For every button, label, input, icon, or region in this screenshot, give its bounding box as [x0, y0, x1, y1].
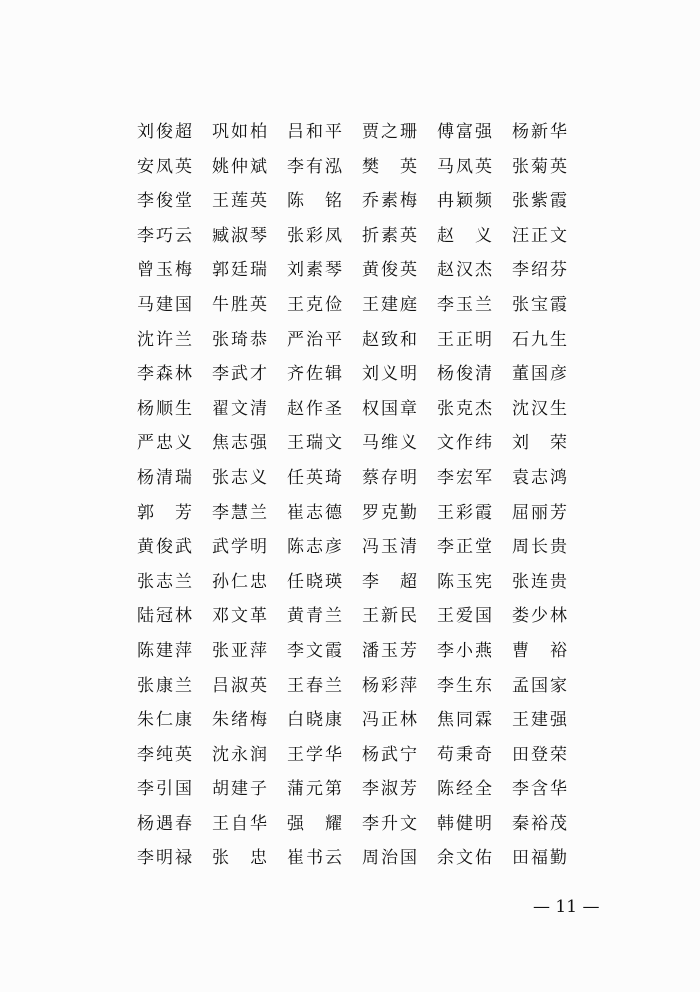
name-entry: 吕 淑 英	[212, 675, 267, 696]
name-entry: 冯 玉 清	[362, 537, 417, 558]
name-entry: 李 纯 英	[137, 744, 192, 765]
name-entry: 贾 之 珊	[362, 122, 417, 142]
name-entry: 屈 丽 芳	[512, 502, 567, 523]
name-entry: 王 克 俭	[287, 294, 342, 315]
name-entry: 李 宏 军	[437, 467, 492, 488]
name-entry: 李 含 华	[512, 779, 567, 800]
name-entry: 周 长 贵	[512, 537, 567, 558]
name-entry: 李 巧 云	[137, 225, 192, 246]
name-entry: 杨 俊 清	[437, 364, 492, 385]
name-entry: 崔 书 云	[287, 848, 342, 869]
name-entry: 乔 素 梅	[362, 191, 417, 212]
name-entry: 张 紫 霞	[512, 191, 567, 212]
name-entry: 黄 俊 英	[362, 260, 417, 281]
name-entry: 李 武 才	[212, 364, 267, 385]
name-entry: 赵 汉 杰	[437, 260, 492, 281]
name-entry: 刘 素 琴	[287, 260, 342, 281]
name-entry: 李 生 东	[437, 675, 492, 696]
name-entry: 安 凤 英	[137, 156, 192, 177]
name-entry: 刘 俊 超	[137, 122, 192, 142]
name-entry: 樊 英	[362, 156, 417, 177]
name-entry: 王 建 强	[512, 710, 567, 731]
name-entry: 姚 仲 斌	[212, 156, 267, 177]
name-entry: 强 耀	[287, 813, 342, 834]
name-entry: 董 国 彦	[512, 364, 567, 385]
name-entry: 赵 作 圣	[287, 398, 342, 419]
name-entry: 杨 新 华	[512, 122, 567, 142]
name-entry: 沈 许 兰	[137, 329, 192, 350]
name-entry: 苟 秉 奇	[437, 744, 492, 765]
name-entry: 赵 义	[437, 225, 492, 246]
name-entry: 曾 玉 梅	[137, 260, 192, 281]
name-entry: 张 忠	[212, 848, 267, 869]
name-entry: 刘 荣	[512, 433, 567, 454]
name-entry: 张 克 杰	[437, 398, 492, 419]
name-entry: 张 彩 凤	[287, 225, 342, 246]
name-entry: 李 玉 兰	[437, 294, 492, 315]
name-entry: 李 森 林	[137, 364, 192, 385]
name-entry: 马 建 国	[137, 294, 192, 315]
name-entry: 张 亚 萍	[212, 640, 267, 661]
name-entry: 李 升 文	[362, 813, 417, 834]
name-entry: 张 志 兰	[137, 571, 192, 592]
page-number: — 11 —	[533, 897, 600, 917]
name-entry: 杨 清 瑞	[137, 467, 192, 488]
name-entry: 黄 俊 武	[137, 537, 192, 558]
name-entry: 陈 铭	[287, 191, 342, 212]
name-entry: 王 新 民	[362, 606, 417, 627]
name-entry: 胡 建 子	[212, 779, 267, 800]
name-entry: 李 俊 堂	[137, 191, 192, 212]
name-entry: 牛 胜 英	[212, 294, 267, 315]
name-entry: 赵 致 和	[362, 329, 417, 350]
name-entry: 郭 芳	[137, 502, 192, 523]
name-entry: 文 作 纬	[437, 433, 492, 454]
name-entry: 田 福 勤	[512, 848, 567, 869]
name-entry: 张 连 贵	[512, 571, 567, 592]
name-entry: 陈 玉 宪	[437, 571, 492, 592]
name-entry: 李 淑 芳	[362, 779, 417, 800]
name-entry: 冯 正 林	[362, 710, 417, 731]
name-entry: 余 文 佑	[437, 848, 492, 869]
name-entry: 沈 永 润	[212, 744, 267, 765]
name-entry: 李 引 国	[137, 779, 192, 800]
name-entry: 张 琦 恭	[212, 329, 267, 350]
name-entry: 王 莲 英	[212, 191, 267, 212]
name-entry: 汪 正 文	[512, 225, 567, 246]
name-entry: 韩 健 明	[437, 813, 492, 834]
name-entry: 石 九 生	[512, 329, 567, 350]
name-entry: 李 正 堂	[437, 537, 492, 558]
name-entry: 齐 佐 辑	[287, 364, 342, 385]
name-entry: 李 有 泓	[287, 156, 342, 177]
name-entry: 杨 彩 萍	[362, 675, 417, 696]
name-entry: 王 爱 国	[437, 606, 492, 627]
name-entry: 王 学 华	[287, 744, 342, 765]
name-entry: 陆 冠 林	[137, 606, 192, 627]
name-entry: 王 彩 霞	[437, 502, 492, 523]
name-entry: 焦 同 霖	[437, 710, 492, 731]
name-entry: 杨 武 宁	[362, 744, 417, 765]
name-entry: 严 忠 义	[137, 433, 192, 454]
name-entry: 陈 志 彦	[287, 537, 342, 558]
name-entry: 李 绍 芬	[512, 260, 567, 281]
name-entry: 秦 裕 茂	[512, 813, 567, 834]
name-entry: 白 晓 康	[287, 710, 342, 731]
name-entry: 任 英 琦	[287, 467, 342, 488]
name-entry: 黄 青 兰	[287, 606, 342, 627]
name-entry: 曹 裕	[512, 640, 567, 661]
name-entry: 杨 顺 生	[137, 398, 192, 419]
name-entry: 朱 绪 梅	[212, 710, 267, 731]
name-entry: 邓 文 革	[212, 606, 267, 627]
name-entry: 沈 汉 生	[512, 398, 567, 419]
name-entry: 刘 义 明	[362, 364, 417, 385]
name-list	[137, 117, 577, 878]
name-entry: 杨 遇 春	[137, 813, 192, 834]
name-entry: 娄 少 林	[512, 606, 567, 627]
name-entry: 张 菊 英	[512, 156, 567, 177]
name-entry: 巩 如 柏	[212, 122, 267, 142]
name-entry: 翟 文 清	[212, 398, 267, 419]
name-entry: 王 春 兰	[287, 675, 342, 696]
name-entry: 罗 克 勤	[362, 502, 417, 523]
name-entry: 郭 廷 瑞	[212, 260, 267, 281]
name-entry: 严 治 平	[287, 329, 342, 350]
name-entry: 周 治 国	[362, 848, 417, 869]
name-entry: 李 超	[362, 571, 417, 592]
name-entry: 权 国 章	[362, 398, 417, 419]
name-entry: 蒲 元 第	[287, 779, 342, 800]
name-entry: 焦 志 强	[212, 433, 267, 454]
name-entry: 马 凤 英	[437, 156, 492, 177]
name-entry: 崔 志 德	[287, 502, 342, 523]
name-entry: 武 学 明	[212, 537, 267, 558]
name-entry: 冉 颖 频	[437, 191, 492, 212]
name-entry: 折 素 英	[362, 225, 417, 246]
name-entry: 王 建 庭	[362, 294, 417, 315]
name-entry: 臧 淑 琴	[212, 225, 267, 246]
name-entry: 张 宝 霞	[512, 294, 567, 315]
name-entry: 朱 仁 康	[137, 710, 192, 731]
name-entry: 李 慧 兰	[212, 502, 267, 523]
name-entry: 马 维 义	[362, 433, 417, 454]
name-entry: 李 明 禄	[137, 848, 192, 869]
name-entry: 李 文 霞	[287, 640, 342, 661]
name-entry: 陈 经 全	[437, 779, 492, 800]
name-entry: 张 志 义	[212, 467, 267, 488]
name-entry: 王 瑞 文	[287, 433, 342, 454]
name-entry: 王 自 华	[212, 813, 267, 834]
name-entry: 吕 和 平	[287, 122, 342, 142]
name-entry: 张 康 兰	[137, 675, 192, 696]
name-entry: 任 晓 瑛	[287, 571, 342, 592]
name-entry: 田 登 荣	[512, 744, 567, 765]
name-entry: 孟 国 家	[512, 675, 567, 696]
name-entry: 潘 玉 芳	[362, 640, 417, 661]
name-entry: 蔡 存 明	[362, 467, 417, 488]
name-entry: 王 正 明	[437, 329, 492, 350]
name-entry: 李 小 燕	[437, 640, 492, 661]
name-entry: 袁 志 鸿	[512, 467, 567, 488]
name-entry: 傅 富 强	[437, 122, 492, 142]
name-entry: 孙 仁 忠	[212, 571, 267, 592]
name-entry: 陈 建 萍	[137, 640, 192, 661]
